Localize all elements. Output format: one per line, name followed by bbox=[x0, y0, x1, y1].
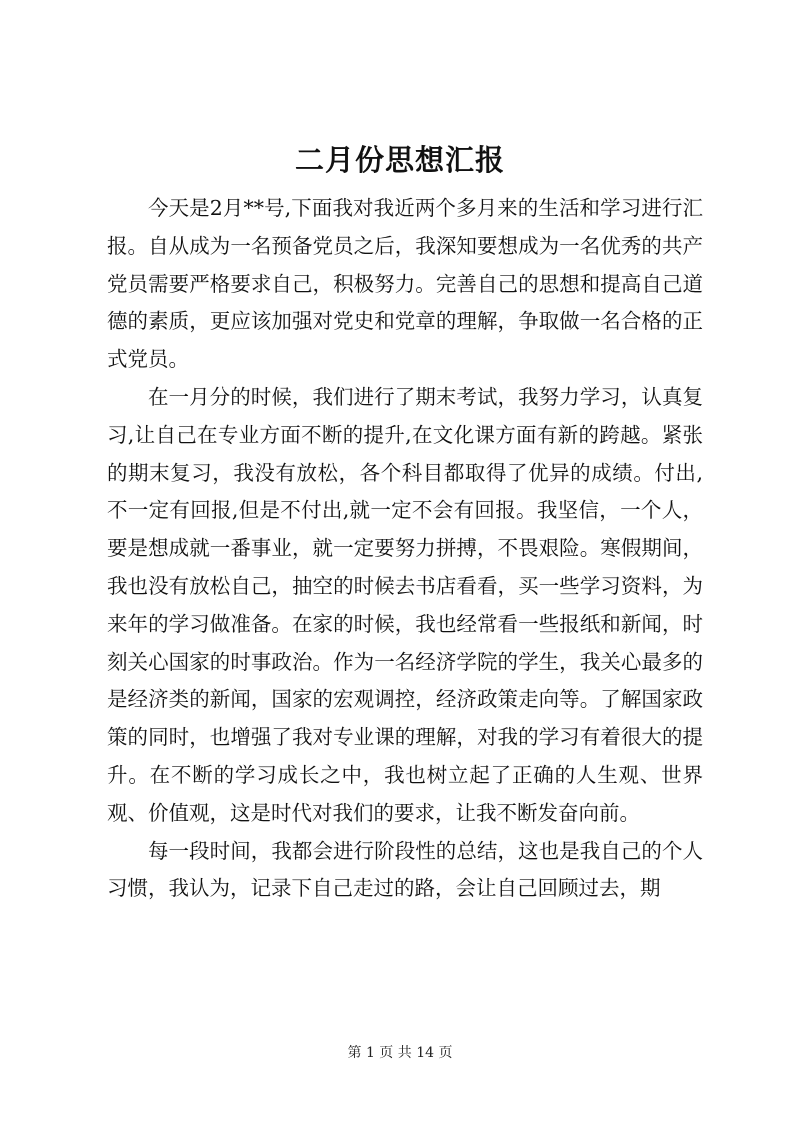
document-title: 二月份思想汇报 bbox=[294, 143, 505, 177]
paragraph-1: 今天是2月**号,下面我对我近两个多月来的生活和学习进行汇报。自从成为一名预备党员之后，我深知要想成为一名优秀的共产党员需要严格要求自己，积极努力。完善自己的思想和提高自己道德的素质，更应该加强对党史和党章的理解，争取做一名合格的正式党员。 bbox=[107, 196, 703, 372]
document-body bbox=[107, 190, 703, 908]
paragraph-2: 在一月分的时候，我们进行了期末考试，我努力学习，认真复习,让自己在专业方面不断的提升,在文化课方面有新的跨越。紧张的期末复习，我没有放松，各个科目都取得了优异的成绩。付出,不一定有回报,但是不付出,就一定不会有回报。我坚信，一个人，要是想成就一番事业，就一定要努力拼搏，不畏艰险。寒假期间，我也没有放松自己，抽空的时候去书店看看，买一些学习资料，为来年的学习做准备。在家的时候，我也经常看一些报纸和新闻，时刻关心国家的时事政治。作为一名经济学院的学生，我关心最多的是经济类的新闻，国家的宏观调控，经济政策走向等。了解国家政策的同时，也增强了我对专业课的理解，对我的学习有着很大的提升。在不断的学习成长之中，我也树立起了正确的人生观、世界观、价值观，这是时代对我们的要求，让我不断发奋向前。 bbox=[107, 384, 703, 825]
paragraph-3: 每一段时间，我都会进行阶段性的总结，这也是我自己的个人习惯，我认为，记录下自己走过的路，会让自己回顾过去，期 bbox=[107, 838, 703, 901]
page-number-footer: 第 1 页 共 14 页 bbox=[347, 1045, 453, 1061]
